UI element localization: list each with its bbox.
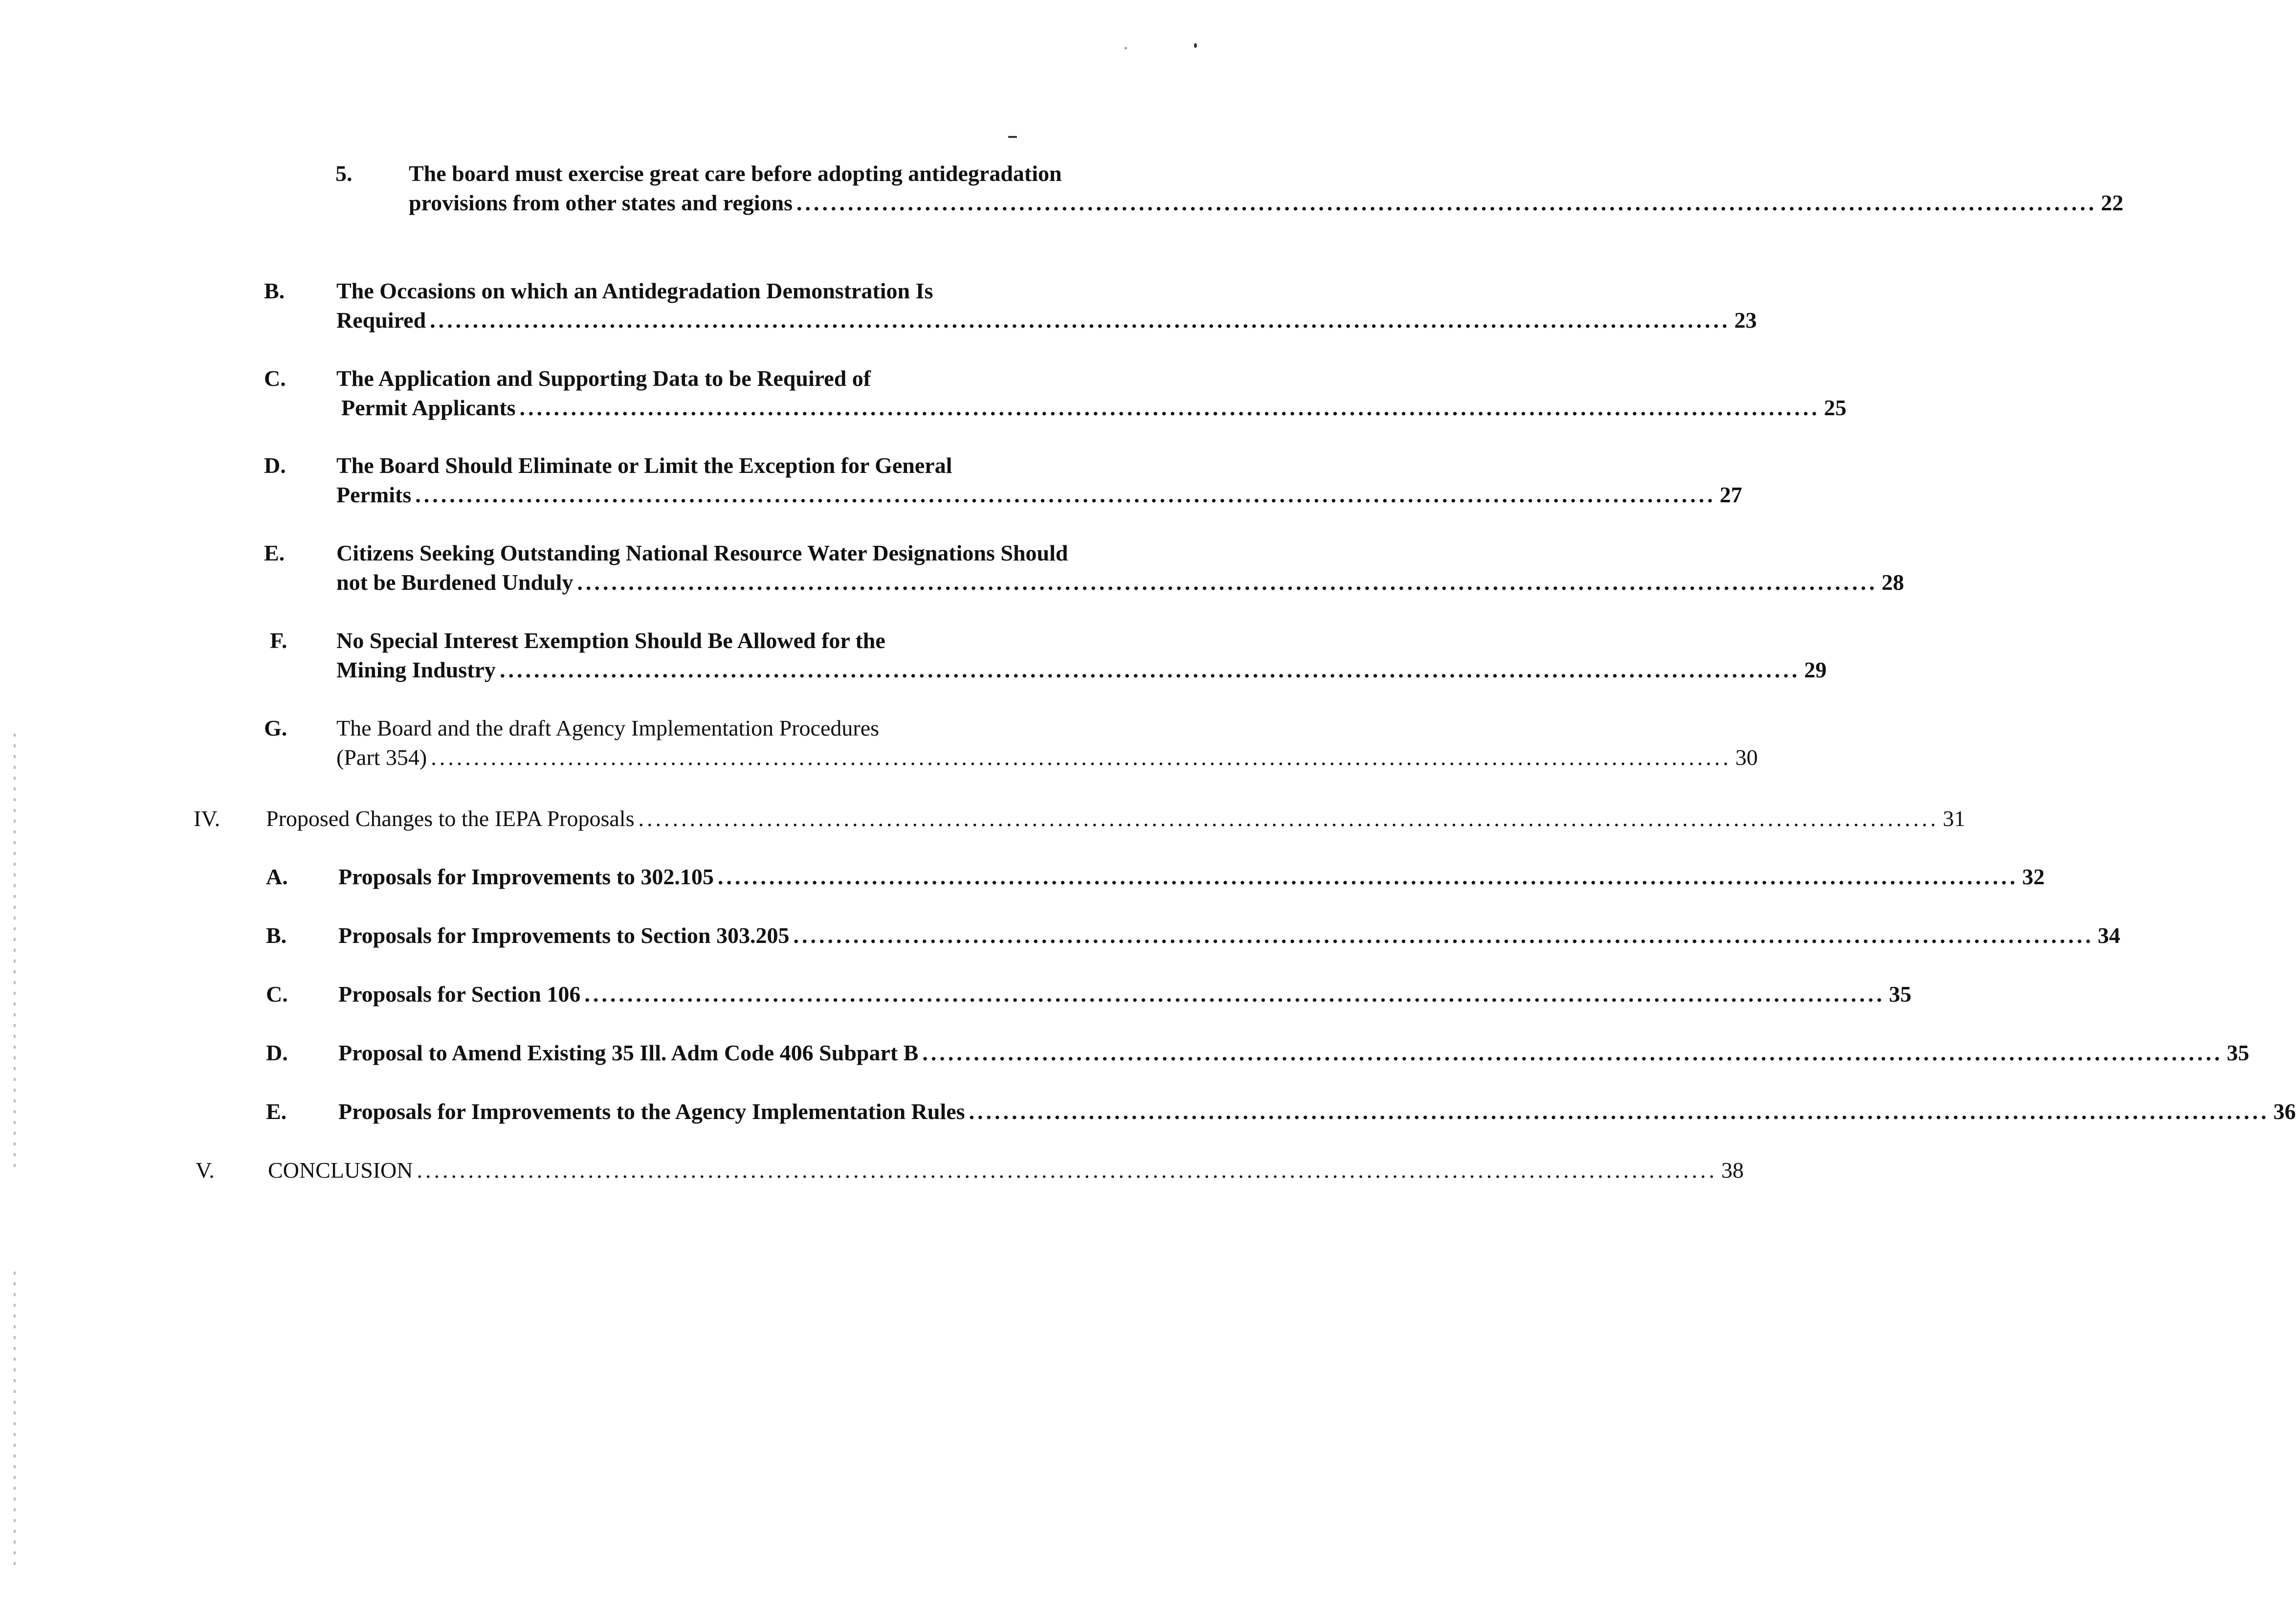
- dot-leader: ........................................................................................................................................................: [577, 570, 1878, 595]
- toc-entry-title: Proposal to Amend Existing 35 Ill. Adm Code 406 Subpart B: [338, 1040, 919, 1065]
- toc-section-iv: [0, 804, 1965, 833]
- toc-entry-title-cont: [336, 480, 1743, 510]
- toc-entry-label: C.: [266, 982, 288, 1007]
- toc-entry-f: [0, 626, 1827, 690]
- dot-leader: ........................................................................................................................................................: [638, 806, 1939, 831]
- toc-page-number: 29: [1804, 657, 1827, 682]
- toc-entry-title-cont: [336, 743, 1758, 772]
- toc-entry-title: Proposed Changes to the IEPA Proposals: [266, 806, 635, 831]
- toc-entry-title-cont: [266, 804, 1965, 833]
- dot-leader: ........................................................................................................................................................: [499, 657, 1800, 682]
- toc-entry-title: Citizens Seeking Outstanding National Resource Water Designations Should: [336, 540, 1068, 565]
- toc-entry-title-line2: provisions from other states and regions: [409, 190, 793, 215]
- toc-entry-label: 5.: [335, 161, 353, 186]
- toc-entry-title-cont: [336, 655, 1827, 685]
- toc-page-number: 22: [2101, 190, 2124, 215]
- toc-entry-title-cont: [336, 568, 1904, 597]
- toc-entry-iv-c: [0, 980, 1912, 1009]
- toc-entry-title-cont: [409, 188, 2124, 218]
- dot-leader: ........................................................................................................................................................: [969, 1099, 2270, 1124]
- toc-entry-5: [0, 159, 2124, 223]
- toc-entry-title-cont: [338, 1038, 2250, 1068]
- toc-entry-title-cont: [338, 862, 2045, 892]
- toc-entry-iv-b: [0, 921, 2120, 950]
- toc-entry-title-cont: [338, 921, 2120, 950]
- dot-leader: ........................................................................................................................................................: [793, 923, 2094, 948]
- dot-leader: ........................................................................................................................................................: [415, 482, 1716, 507]
- toc-page-number: 32: [2022, 864, 2045, 889]
- toc-entry-title-cont: [336, 306, 1757, 335]
- toc-entry-label: D.: [266, 1040, 288, 1065]
- dot-leader: ........................................................................................................................................................: [796, 190, 2097, 215]
- toc-page-number: 36: [2273, 1099, 2296, 1124]
- toc-entry-title: The board must exercise great care before adopting antidegradation: [409, 161, 1062, 186]
- dot-leader: ........................................................................................................................................................: [417, 1158, 1718, 1183]
- toc-entry-title: The Board Should Eliminate or Limit the Exception for General: [336, 453, 952, 478]
- toc-entry-label: G.: [264, 716, 287, 740]
- toc-entry-title-cont: [338, 1097, 2296, 1126]
- toc-page-number: 38: [1721, 1158, 1744, 1183]
- toc-page-number: 35: [2227, 1040, 2250, 1065]
- toc-entry-title: Proposals for Improvements to 302.105: [338, 864, 714, 889]
- toc-page-number: 23: [1734, 308, 1757, 333]
- toc-entry-title: Proposals for Improvements to Section 303.205: [338, 923, 790, 948]
- toc-entry-e: [0, 538, 1904, 602]
- toc-entry-label: IV.: [194, 806, 221, 831]
- dot-leader: ........................................................................................................................................................: [431, 745, 1732, 770]
- toc-page-number: 31: [1943, 806, 1965, 831]
- toc-page-number: 35: [1889, 982, 1912, 1007]
- toc-entry-title-line2: Required: [336, 308, 426, 333]
- toc-entry-c: [0, 364, 1847, 427]
- toc-entry-label: E.: [264, 540, 285, 565]
- toc-entry-d: [0, 451, 1743, 515]
- toc-entry-title: CONCLUSION: [268, 1158, 413, 1183]
- toc-entry-label: B.: [266, 923, 287, 948]
- scan-speck: [1194, 43, 1197, 48]
- toc-entry-b: [0, 276, 1757, 340]
- toc-entry-label: D.: [264, 453, 286, 478]
- dot-leader: ........................................................................................................................................................: [922, 1040, 2223, 1065]
- toc-entry-title: Proposals for Improvements to the Agency Implementation Rules: [338, 1099, 965, 1124]
- toc-entry-title-line2: Permit Applicants: [341, 395, 516, 420]
- toc-entry-title-cont: [338, 980, 1912, 1009]
- dot-leader: ........................................................................................................................................................: [519, 395, 1820, 420]
- toc-page-number: 30: [1735, 745, 1758, 770]
- toc-page-number: 25: [1824, 395, 1847, 420]
- scan-speck: [1125, 47, 1127, 49]
- toc-entry-title-cont: [341, 393, 1847, 423]
- toc-entry-title-line2: (Part 354): [336, 745, 427, 770]
- toc-entry-label: A.: [266, 864, 288, 889]
- toc-entry-title-line2: Permits: [336, 482, 412, 507]
- dot-leader: ........................................................................................................................................................: [584, 982, 1885, 1007]
- toc-section-v: [0, 1156, 1744, 1185]
- toc-entry-title: The Occasions on which an Antidegradation Demonstration Is: [336, 278, 933, 303]
- toc-entry-title: No Special Interest Exemption Should Be Allowed for the: [336, 628, 885, 653]
- dot-leader: ........................................................................................................................................................: [717, 864, 2018, 889]
- toc-entry-label: B.: [264, 278, 285, 303]
- toc-entry-title-cont: [268, 1156, 1744, 1185]
- scan-edge-artifact: [14, 1272, 16, 1565]
- toc-entry-label: E.: [266, 1099, 287, 1124]
- toc-entry-iv-a: [0, 862, 2045, 892]
- toc-entry-iv-d: [0, 1038, 2250, 1068]
- dot-leader: ........................................................................................................................................................: [430, 308, 1731, 333]
- toc-entry-title-line2: not be Burdened Unduly: [336, 570, 574, 595]
- toc-page-number: 34: [2097, 923, 2120, 948]
- scan-speck: [1008, 136, 1017, 138]
- toc-entry-title-line2: Mining Industry: [336, 657, 496, 682]
- toc-entry-iv-e: [0, 1097, 2296, 1126]
- toc-entry-title: Proposals for Section 106: [338, 982, 581, 1007]
- toc-page-number: 28: [1881, 570, 1904, 595]
- toc-entry-label: V.: [196, 1158, 215, 1183]
- toc-entry-title: The Application and Supporting Data to be Required of: [336, 366, 871, 391]
- toc-entry-label: C.: [264, 366, 286, 391]
- toc-entry-g: [0, 714, 1758, 777]
- toc-page-number: 27: [1720, 482, 1743, 507]
- toc-entry-label: F.: [270, 628, 287, 653]
- toc-entry-title: The Board and the draft Agency Implementation Procedures: [336, 716, 880, 740]
